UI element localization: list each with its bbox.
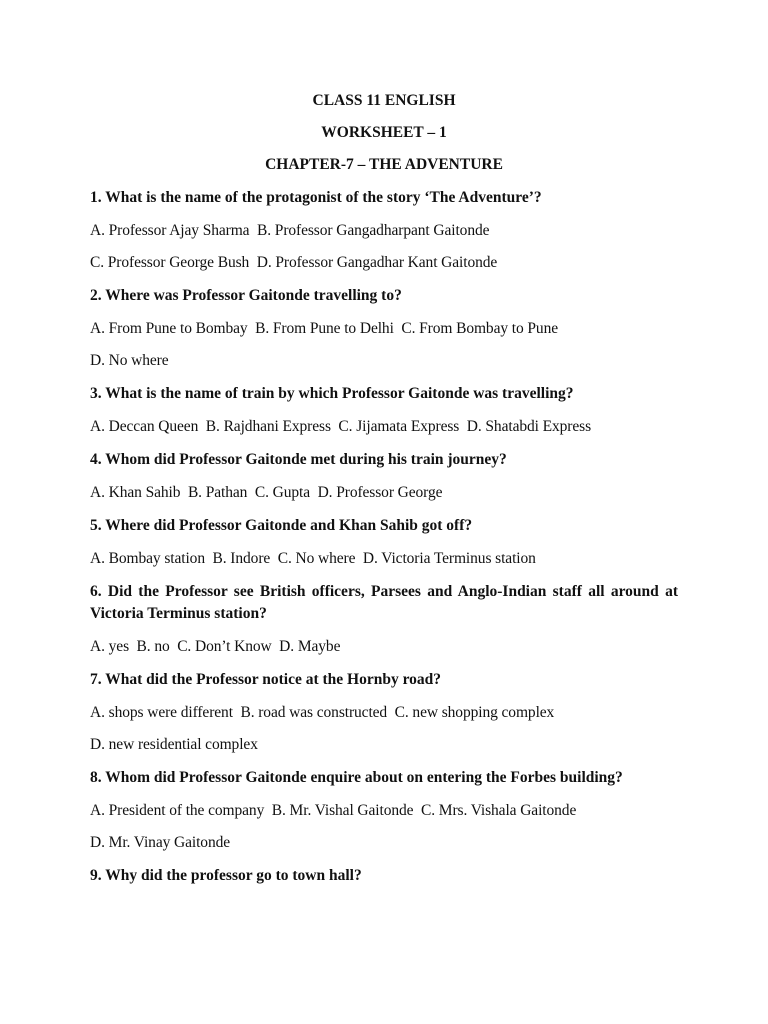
question-text: 3. What is the name of train by which Professor Gaitonde was travelling? [90,385,574,402]
option-line: D. No where [90,352,169,369]
question-text: 7. What did the Professor notice at the Hornby road? [90,671,442,688]
question-text: 2. Where was Professor Gaitonde travelling to? [90,287,402,304]
question-text: 1. What is the name of the protagonist of the story ‘The Adventure’? [90,189,542,206]
question-4 [90,449,678,503]
question-text: 6. Did the Professor see British officers, Parsees and Anglo-Indian staff all around at Victoria Terminus station? [90,583,678,622]
question-5 [90,515,678,569]
option-line: A. Deccan Queen B. Rajdhani Express C. Jijamata Express D. Shatabdi Express [90,418,591,435]
option-line: A. From Pune to Bombay B. From Pune to Delhi C. From Bombay to Pune [90,320,559,337]
question-1 [90,187,678,273]
option-line: A. shops were different B. road was constructed C. new shopping complex [90,704,555,721]
question-text: 9. Why did the professor go to town hall? [90,867,362,884]
option-line: D. new residential complex [90,736,258,753]
question-text: 5. Where did Professor Gaitonde and Khan Sahib got off? [90,517,473,534]
question-6 [90,581,678,657]
question-text: 4. Whom did Professor Gaitonde met during his train journey? [90,451,507,468]
worksheet-page [90,91,678,887]
question-7 [90,669,678,755]
option-line: C. Professor George Bush D. Professor Gangadhar Kant Gaitonde [90,254,498,271]
question-3 [90,383,678,437]
option-line: A. yes B. no C. Don’t Know D. Maybe [90,638,341,655]
class-title: CLASS 11 ENGLISH [312,92,456,109]
option-line: A. Bombay station B. Indore C. No where D. Victoria Terminus station [90,550,536,567]
question-8 [90,767,678,853]
question-text: 8. Whom did Professor Gaitonde enquire about on entering the Forbes building? [90,769,623,786]
worksheet-title: WORKSHEET – 1 [321,124,447,141]
option-line: D. Mr. Vinay Gaitonde [90,834,231,851]
option-line: A. Professor Ajay Sharma B. Professor Gangadharpant Gaitonde [90,222,490,239]
chapter-title: CHAPTER-7 – THE ADVENTURE [265,156,503,173]
option-line: A. Khan Sahib B. Pathan C. Gupta D. Professor George [90,484,443,501]
question-9 [90,865,678,887]
option-line: A. President of the company B. Mr. Vishal Gaitonde C. Mrs. Vishala Gaitonde [90,802,577,819]
question-2 [90,285,678,371]
